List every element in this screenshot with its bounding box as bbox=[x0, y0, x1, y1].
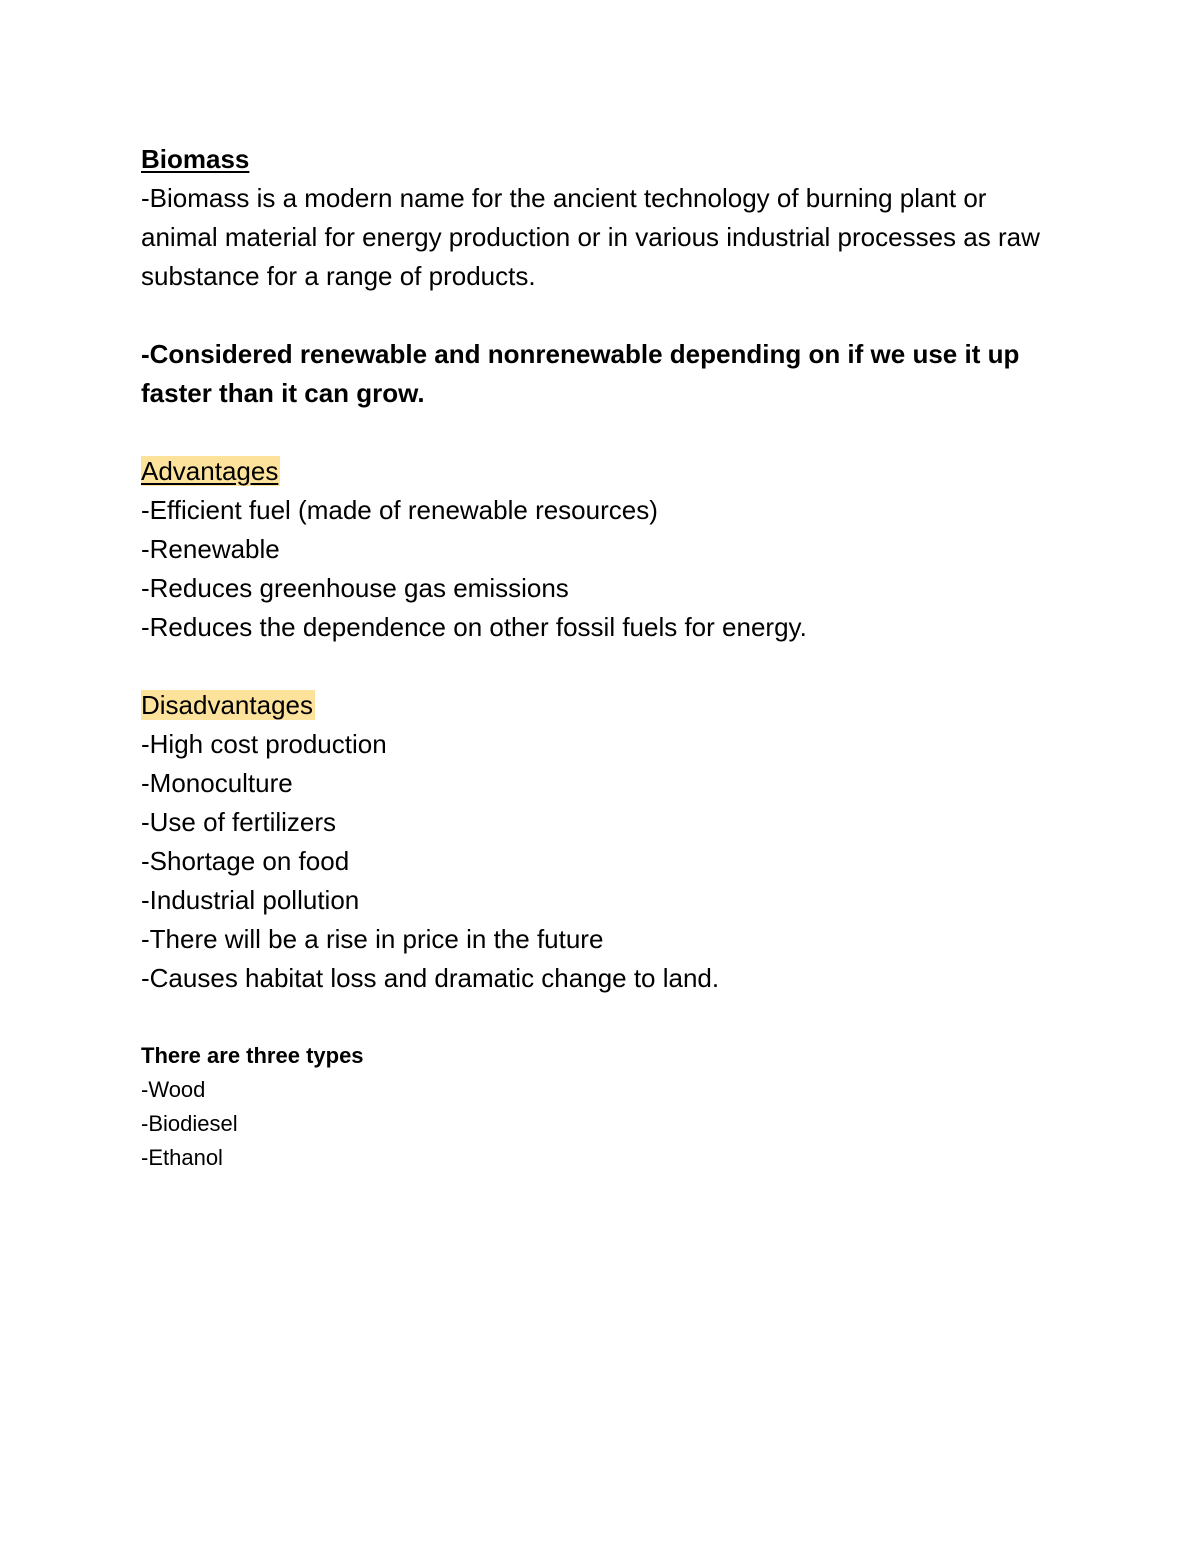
spacer bbox=[141, 413, 1061, 452]
list-item: -Efficient fuel (made of renewable resources) bbox=[141, 495, 658, 525]
spacer bbox=[141, 296, 1061, 335]
list-item: -Causes habitat loss and dramatic change to land. bbox=[141, 963, 720, 993]
list-item: -Reduces the dependence on other fossil fuels for energy. bbox=[141, 612, 807, 642]
list-item: -Monoculture bbox=[141, 768, 293, 798]
document-page bbox=[141, 140, 1061, 1175]
list-item: -Biodiesel bbox=[141, 1111, 238, 1136]
list-item: -Industrial pollution bbox=[141, 885, 360, 915]
list-item: -Use of fertilizers bbox=[141, 807, 337, 837]
renewable-note: -Considered renewable and nonrenewable depending on if we use it up faster than it can grow. bbox=[141, 339, 1020, 408]
list-item: -Shortage on food bbox=[141, 846, 350, 876]
list-item: -Renewable bbox=[141, 534, 280, 564]
list-item: -Wood bbox=[141, 1077, 206, 1102]
disadvantages-heading-line bbox=[141, 686, 1061, 725]
list-item: -High cost production bbox=[141, 729, 387, 759]
list-item: -There will be a rise in price in the future bbox=[141, 924, 604, 954]
disadvantages-heading: Disadvantages bbox=[141, 690, 313, 720]
document-title: Biomass bbox=[141, 144, 250, 174]
list-item: -Reduces greenhouse gas emissions bbox=[141, 573, 569, 603]
advantages-list bbox=[141, 491, 1061, 647]
advantages-heading-line bbox=[141, 452, 1061, 491]
types-heading: There are three types bbox=[141, 1043, 364, 1068]
list-item: -Ethanol bbox=[141, 1145, 223, 1170]
advantages-section bbox=[141, 452, 1061, 647]
types-section bbox=[141, 1039, 1061, 1175]
disadvantages-list bbox=[141, 725, 1061, 998]
intro-paragraph: -Biomass is a modern name for the ancient technology of burning plant or animal material for energy production or in various industrial processes as raw substance for a range of products. bbox=[141, 183, 1040, 291]
advantages-heading: Advantages bbox=[141, 456, 279, 486]
disadvantages-section bbox=[141, 686, 1061, 998]
spacer bbox=[141, 647, 1061, 686]
types-list bbox=[141, 1073, 1061, 1175]
